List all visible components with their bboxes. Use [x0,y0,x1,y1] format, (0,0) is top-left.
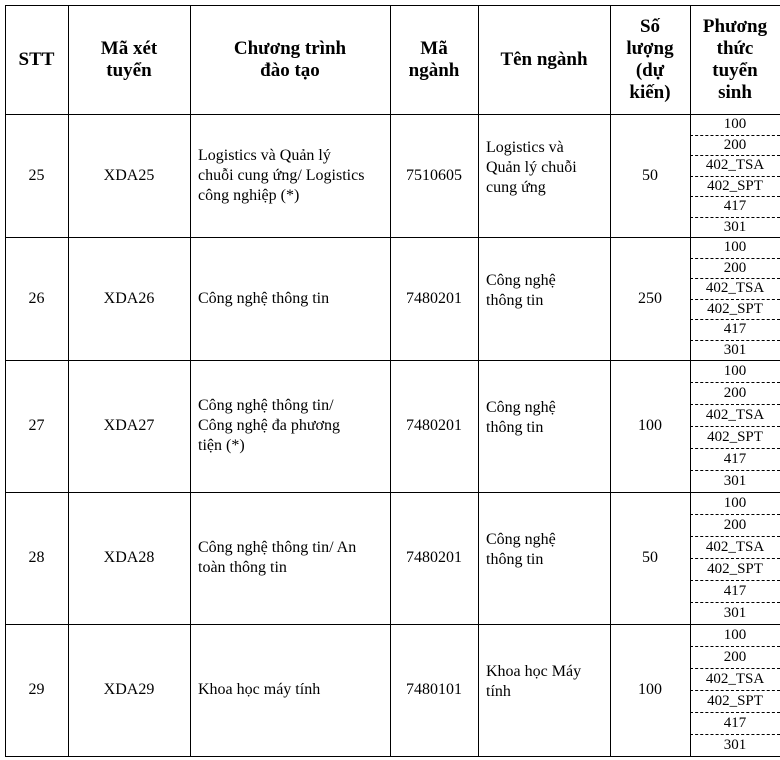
admission-method-cell: 402_SPT [707,561,763,577]
program-name-lines [198,680,320,700]
table-rule [5,624,780,625]
admission-method-cell: 301 [723,218,747,235]
major-code-cell: 7480201 [406,417,462,434]
header-so-luong-line: kiến) [629,81,671,103]
table-rule [5,5,780,6]
program-name-cell [190,492,390,624]
admission-method-cell: 402_TSA [705,407,765,423]
method-divider [690,558,780,559]
program-name-line: công nghiệp (*) [198,186,300,204]
stt-cell: 27 [28,417,45,434]
major-name-line: Khoa học Máy [486,663,582,680]
header-ma-nganh-line: Mã [420,37,448,59]
table-rule [5,114,780,115]
program-name-lines [198,538,356,578]
header-ma-nganh-lines [409,38,460,82]
major-name-lines [486,662,581,702]
admission-method-cell: 417 [723,198,747,215]
method-divider [690,668,780,669]
header-chuong-trinh [190,5,390,114]
column-rule [190,5,191,757]
header-so-luong-line: lượng [626,37,674,59]
program-name-line: toàn thông tin [198,559,287,576]
header-ma-nganh [390,5,478,114]
major-name-line: thông tin [486,419,544,436]
header-so-luong-line: Số [639,15,661,37]
admission-method-cell: 301 [723,605,747,621]
admission-method-cell: 100 [723,116,747,133]
header-ma-xet-tuyen-line: Mã xét [100,37,158,59]
program-name-lines [198,289,329,309]
header-phuong-thuc-line: Phương [702,15,768,37]
method-divider [690,176,780,177]
header-so-luong-lines [626,16,673,104]
major-code-cell: 7480101 [406,681,462,698]
table-rule [5,360,780,361]
program-name-line: Công nghệ thông tin [198,289,330,307]
major-name-line: Quản lý chuỗi [486,158,577,176]
method-divider [690,135,780,136]
header-phuong-thuc-line: sinh [718,81,752,103]
program-name-cell [190,114,390,237]
table-rule [5,492,780,493]
major-name-line: Công nghệ [486,399,556,416]
major-name-lines [486,271,556,311]
admission-method-cell: 301 [723,737,747,753]
stt-cell: 26 [28,289,45,307]
header-so-luong-line: (dự [635,59,665,81]
header-ma-xet-tuyen-line: tuyển [106,59,152,81]
major-name-cell [478,352,610,484]
admission-code-cell: XDA25 [103,166,155,184]
method-divider [690,278,780,279]
admission-method-cell: 100 [723,495,747,511]
major-name-cell [478,616,610,748]
method-divider [690,734,780,735]
admission-method-cell: 402_TSA [705,671,765,687]
quota-cell: 50 [642,166,658,184]
admission-method-cell: 100 [723,239,747,256]
header-chuong-trinh-line: đào tạo [260,59,320,81]
admission-method-cell: 402_SPT [707,693,763,709]
stt-cell: 25 [28,166,45,184]
admission-code-cell: XDA29 [103,681,155,698]
method-divider [690,448,780,449]
admission-code-cell: XDA27 [103,417,155,434]
header-chuong-trinh-lines [234,38,346,82]
admission-method-cell: 417 [723,583,747,599]
program-name-cell [190,360,390,492]
program-name-line: tiện (*) [198,437,245,454]
table-rule [5,237,780,238]
stt-cell: 28 [28,549,45,566]
method-divider [690,646,780,647]
method-divider [690,258,780,259]
header-ma-xet-tuyen-lines [101,38,157,82]
header-phuong-thuc [690,5,780,114]
admission-code-cell: XDA26 [103,289,155,307]
method-divider [690,196,780,197]
major-name-line: tính [486,683,511,700]
quota-cell: 100 [638,417,662,434]
admission-method-cell: 417 [723,715,747,731]
quota-cell: 50 [642,549,658,566]
major-name-cell [478,229,610,352]
quota-cell: 250 [638,289,662,307]
header-ma-nganh-line: ngành [408,59,460,81]
header-chuong-trinh-line: Chương trình [233,37,347,59]
program-name-line: Công nghệ thông tin/ [198,397,334,414]
admission-code-cell: XDA28 [103,549,155,566]
major-code-cell: 7510605 [406,166,462,184]
admission-method-cell: 417 [723,451,747,467]
method-divider [690,514,780,515]
admission-method-cell: 200 [723,385,747,401]
admission-method-cell: 402_TSA [705,280,765,297]
admission-method-cell: 402_TSA [705,539,765,555]
method-divider [690,217,780,218]
program-name-line: Công nghệ đa phương [198,417,341,434]
major-name-line: cung ứng [486,178,546,196]
major-name-lines [486,398,556,438]
admission-method-cell: 200 [723,649,747,665]
admission-method-cell: 100 [723,363,747,379]
header-phuong-thuc-line: tuyển [712,59,758,81]
admission-method-cell: 200 [723,136,747,153]
program-name-lines [198,146,364,206]
admission-method-cell: 100 [723,627,747,643]
admission-method-cell: 402_SPT [707,300,763,317]
major-name-cell [478,484,610,616]
major-name-line: thông tin [486,291,544,309]
method-divider [690,155,780,156]
admission-method-cell: 417 [723,321,747,338]
header-ten-nganh: Tên ngành [500,48,588,70]
header-phuong-thuc-line: thức [716,37,754,59]
major-name-line: thông tin [486,551,544,568]
major-name-lines [486,138,577,198]
major-code-cell: 7480201 [406,549,462,566]
method-divider [690,426,780,427]
admission-method-cell: 402_SPT [707,429,763,445]
admission-method-cell: 301 [723,473,747,489]
admission-method-cell: 200 [723,259,747,276]
program-name-cell [190,237,390,360]
program-name-line: Logistics và Quản lý [198,146,331,164]
method-divider [690,580,780,581]
method-divider [690,712,780,713]
program-name-line: chuỗi cung ứng/ Logistics [198,166,365,184]
admission-method-cell: 200 [723,517,747,533]
stt-cell: 29 [28,681,45,698]
method-divider [690,690,780,691]
column-rule [5,5,6,757]
method-divider [690,470,780,471]
header-so-luong [610,5,690,114]
major-name-cell [478,106,610,229]
column-rule [690,5,691,757]
major-code-cell: 7480201 [406,289,462,307]
program-name-line: Công nghệ thông tin/ An [198,539,357,556]
column-rule [390,5,391,757]
column-rule [610,5,611,757]
method-divider [690,536,780,537]
header-stt: STT [18,48,55,70]
quota-cell: 100 [638,681,662,698]
major-name-line: Logistics và [486,138,564,156]
admission-method-cell: 402_TSA [705,157,765,174]
admission-method-cell: 301 [723,341,747,358]
method-divider [690,299,780,300]
header-phuong-thuc-lines [703,16,767,104]
method-divider [690,602,780,603]
program-name-line: Khoa học máy tính [198,681,321,698]
method-divider [690,404,780,405]
method-divider [690,340,780,341]
admission-method-cell: 402_SPT [707,177,763,194]
method-divider [690,319,780,320]
column-rule [478,5,479,757]
major-name-line: Công nghệ [486,531,556,548]
major-name-line: Công nghệ [486,271,556,289]
major-name-lines [486,530,556,570]
column-rule [68,5,69,757]
program-name-cell [190,624,390,756]
table-rule [5,756,780,757]
program-name-lines [198,396,340,456]
method-divider [690,382,780,383]
header-ma-xet-tuyen [68,5,190,114]
